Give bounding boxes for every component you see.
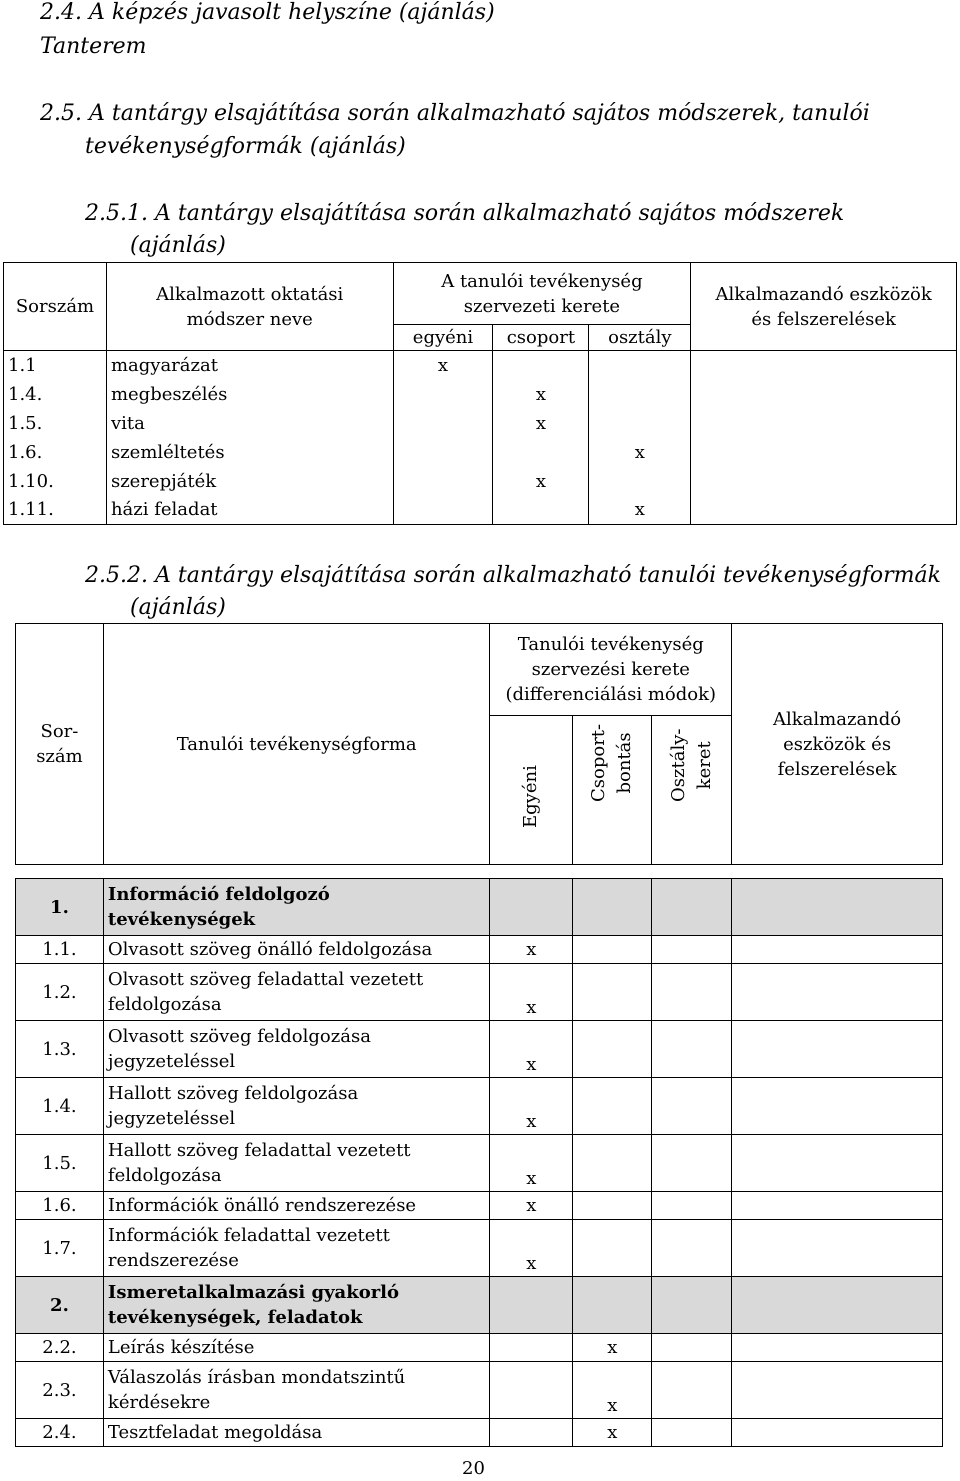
- header-method: [106, 263, 393, 351]
- row-activity-line1: Olvasott szöveg feldolgozása: [107, 1026, 371, 1047]
- heading-2-5-1-num: 2.5.1.: [85, 201, 148, 226]
- table-row: [4, 380, 957, 409]
- row-egyeni: x: [490, 936, 573, 964]
- row-activity-line1: Hallott szöveg feldolgozása: [107, 1083, 359, 1104]
- row-csoport: [573, 1277, 652, 1334]
- row-num: 2.4.: [16, 1419, 104, 1447]
- header-tools: [691, 263, 957, 351]
- row-activity-line2: jegyzeteléssel: [107, 1051, 236, 1072]
- header2-form: Tanulói tevékenységforma: [103, 624, 490, 865]
- row-num: 1.2.: [16, 964, 104, 1021]
- row-num: 1.4.: [4, 380, 107, 409]
- page-number: 20: [462, 1458, 485, 1479]
- header2-frame: [490, 624, 732, 716]
- row-osztaly: [652, 1362, 732, 1419]
- header2-csoport-line2: bontás: [614, 732, 636, 794]
- row-tools: [732, 1220, 943, 1277]
- table-row: [16, 1021, 943, 1078]
- row-egyeni: x: [490, 1135, 573, 1192]
- row-egyeni: [393, 380, 493, 409]
- row-num: 2.2.: [16, 1334, 104, 1362]
- row-tools: [691, 438, 957, 467]
- row-osztaly: [652, 1277, 732, 1334]
- header-tools-line2: és felszerelések: [751, 308, 896, 330]
- row-egyeni: x: [490, 964, 573, 1021]
- row-activity: [103, 1334, 490, 1362]
- table-row: [4, 496, 957, 525]
- row-osztaly: [652, 1334, 732, 1362]
- row-tools: [691, 380, 957, 409]
- row-activity: [103, 1078, 490, 1135]
- row-tools: [732, 1078, 943, 1135]
- table-row: [16, 936, 943, 964]
- table-row: [4, 438, 957, 467]
- row-activity: [103, 1021, 490, 1078]
- heading-2-4-title: A képzés javasolt helyszíne (ajánlás): [88, 0, 495, 25]
- row-activity-line2: jegyzeteléssel: [107, 1108, 236, 1129]
- row-tools: [732, 1277, 943, 1334]
- row-num: 1.7.: [16, 1220, 104, 1277]
- row-tools: [691, 496, 957, 525]
- row-tools: [732, 1362, 943, 1419]
- row-tools: [732, 879, 943, 936]
- row-egyeni: [490, 1277, 573, 1334]
- row-num: 1.1: [4, 351, 107, 380]
- row-egyeni: [490, 1362, 573, 1419]
- gap-cell: [16, 865, 104, 879]
- row-egyeni: [393, 467, 493, 496]
- row-csoport: x: [573, 1419, 652, 1447]
- heading-2-5-2-line2: (ajánlás): [130, 595, 226, 620]
- row-csoport: [573, 879, 652, 936]
- row-num: 1.5.: [4, 409, 107, 438]
- row-csoport: [573, 1192, 652, 1220]
- header-egyeni: egyéni: [393, 325, 493, 351]
- row-num: 1.4.: [16, 1078, 104, 1135]
- row-num: 1.: [16, 879, 104, 936]
- row-osztaly: [652, 936, 732, 964]
- row-method: szemléltetés: [106, 438, 393, 467]
- header2-szam: szám: [36, 746, 83, 767]
- row-csoport: x: [573, 1334, 652, 1362]
- header2-frame-line3: (differenciálási módok): [505, 684, 717, 705]
- row-csoport: [573, 1021, 652, 1078]
- row-csoport: x: [573, 1362, 652, 1419]
- header2-tools-line2: eszközök és: [783, 733, 892, 755]
- header2-tools-line1: Alkalmazandó: [773, 708, 902, 730]
- row-egyeni: x: [490, 1192, 573, 1220]
- row-csoport: [573, 936, 652, 964]
- row-csoport: [573, 1078, 652, 1135]
- row-osztaly: [652, 964, 732, 1021]
- row-method: megbeszélés: [106, 380, 393, 409]
- row-activity: [103, 1135, 490, 1192]
- row-activity: [103, 1362, 490, 1419]
- row-num: 2.3.: [16, 1362, 104, 1419]
- row-egyeni: [490, 1334, 573, 1362]
- row-osztaly: [589, 409, 691, 438]
- table-row: [16, 1334, 943, 1362]
- header-frame: [393, 263, 691, 325]
- row-num: 1.5.: [16, 1135, 104, 1192]
- row-num: 1.6.: [4, 438, 107, 467]
- row-activity: [103, 1192, 490, 1220]
- header-csoport: csoport: [493, 325, 589, 351]
- row-activity-line1: Információ feldolgozó: [107, 884, 330, 905]
- table-row: [16, 1078, 943, 1135]
- row-osztaly: x: [589, 496, 691, 525]
- gap-cell: [732, 865, 943, 879]
- header-method-line1: Alkalmazott oktatási: [156, 283, 344, 305]
- row-activity-line1: Leírás készítése: [107, 1337, 255, 1358]
- row-tools: [691, 351, 957, 380]
- row-egyeni: x: [490, 1021, 573, 1078]
- row-tools: [691, 467, 957, 496]
- section-row: [16, 1277, 943, 1334]
- row-activity: [103, 879, 490, 936]
- row-csoport: [573, 1135, 652, 1192]
- header2-csoport: [573, 716, 652, 865]
- row-activity: [103, 1220, 490, 1277]
- header2-osztaly-line1: Osztály-: [667, 728, 689, 802]
- gap-cell: [652, 865, 732, 879]
- header2-osztaly-text: [666, 729, 718, 802]
- section-row: [16, 879, 943, 936]
- header2-osztaly-line2: keret: [693, 741, 715, 790]
- row-egyeni: x: [393, 351, 493, 380]
- header2-sor: Sor-: [40, 721, 79, 742]
- row-activity-line2: kérdésekre: [107, 1392, 211, 1413]
- row-activity-line1: Hallott szöveg feladattal vezetett: [107, 1140, 411, 1161]
- heading-2-4-value: Tanterem: [40, 34, 147, 59]
- row-activity-line2: rendszerezése: [107, 1250, 239, 1271]
- heading-2-5-2-line1: A tantárgy elsajátítása során alkalmazható tanulói tevékenységformák: [154, 563, 941, 588]
- row-activity-line1: Tesztfeladat megoldása: [107, 1422, 323, 1443]
- header2-csoport-text: [586, 724, 638, 802]
- header-tools-line1: Alkalmazandó eszközök: [715, 283, 932, 305]
- row-egyeni: [490, 879, 573, 936]
- row-activity-line2: tevékenységek: [107, 909, 256, 930]
- row-egyeni: [393, 496, 493, 525]
- header-frame-line1: A tanulói tevékenység: [441, 270, 643, 292]
- row-tools: [732, 1135, 943, 1192]
- header-sorszam: Sorszám: [4, 263, 107, 351]
- row-activity-line1: Információk önálló rendszerezése: [107, 1195, 417, 1216]
- row-num: 1.11.: [4, 496, 107, 525]
- row-csoport: [573, 1220, 652, 1277]
- row-activity: [103, 936, 490, 964]
- row-osztaly: [652, 1192, 732, 1220]
- heading-2-5-2-num: 2.5.2.: [85, 563, 148, 588]
- heading-2-4-num: 2.4.: [40, 0, 82, 25]
- table-row: [16, 1419, 943, 1447]
- table-row: [16, 964, 943, 1021]
- gap-cell: [573, 865, 652, 879]
- row-csoport: [493, 438, 589, 467]
- row-csoport: x: [493, 467, 589, 496]
- header2-tools: [732, 624, 943, 865]
- header2-csoport-line1: Csoport-: [588, 723, 610, 802]
- row-activity: [103, 1419, 490, 1447]
- gap-cell: [103, 865, 490, 879]
- row-tools: [732, 936, 943, 964]
- heading-2-5: [40, 99, 870, 129]
- row-egyeni: x: [490, 1220, 573, 1277]
- row-tools: [732, 964, 943, 1021]
- header-method-line2: módszer neve: [186, 308, 313, 330]
- row-csoport: x: [493, 409, 589, 438]
- table-row: [4, 467, 957, 496]
- row-csoport: [493, 496, 589, 525]
- heading-2-5-line2: tevékenységformák (ajánlás): [85, 134, 406, 159]
- methods-table: [3, 262, 957, 525]
- row-egyeni: [490, 1419, 573, 1447]
- row-tools: [691, 409, 957, 438]
- row-activity-line2: tevékenységek, feladatok: [107, 1307, 363, 1328]
- header2-tools-line3: felszerelések: [777, 758, 897, 780]
- header2-sorszam: [16, 624, 104, 865]
- activity-forms-table: [15, 623, 943, 1447]
- heading-2-5-2: [85, 561, 941, 591]
- table-row: [16, 1135, 943, 1192]
- row-tools: [732, 1419, 943, 1447]
- heading-2-5-1-line1: A tantárgy elsajátítása során alkalmazható sajátos módszerek: [154, 201, 845, 226]
- table-row: [4, 351, 957, 380]
- row-activity-line1: Válaszolás írásban mondatszintű: [107, 1367, 406, 1388]
- heading-2-5-num: 2.5.: [40, 101, 82, 126]
- header-osztaly: osztály: [589, 325, 691, 351]
- heading-2-5-1-line2: (ajánlás): [130, 233, 226, 258]
- heading-2-4: [40, 0, 495, 28]
- row-num: 1.10.: [4, 467, 107, 496]
- row-tools: [732, 1021, 943, 1078]
- header2-osztaly: [652, 716, 732, 865]
- row-activity: [103, 964, 490, 1021]
- heading-2-5-line1: A tantárgy elsajátítása során alkalmazható sajátos módszerek, tanulói: [88, 101, 870, 126]
- table-row: [16, 1220, 943, 1277]
- table-row: [16, 1362, 943, 1419]
- row-activity-line1: Olvasott szöveg önálló feldolgozása: [107, 939, 433, 960]
- header-frame-line2: szervezeti kerete: [463, 295, 621, 317]
- row-osztaly: [589, 351, 691, 380]
- row-csoport: x: [493, 380, 589, 409]
- row-method: magyarázat: [106, 351, 393, 380]
- row-method: vita: [106, 409, 393, 438]
- row-tools: [732, 1192, 943, 1220]
- header2-frame-line2: szervezési kerete: [531, 659, 690, 680]
- row-osztaly: [589, 467, 691, 496]
- row-osztaly: [652, 1220, 732, 1277]
- row-num: 1.3.: [16, 1021, 104, 1078]
- row-activity-line1: Ismeretalkalmazási gyakorló: [107, 1282, 400, 1303]
- header2-egyeni: [490, 716, 573, 865]
- row-num: 1.6.: [16, 1192, 104, 1220]
- row-num: 2.: [16, 1277, 104, 1334]
- row-activity-line1: Olvasott szöveg feladattal vezetett: [107, 969, 424, 990]
- row-activity-line1: Információk feladattal vezetett: [107, 1225, 390, 1246]
- row-num: 1.1.: [16, 936, 104, 964]
- row-activity: [103, 1277, 490, 1334]
- table-row: [16, 1192, 943, 1220]
- table-row: [4, 409, 957, 438]
- row-activity-line2: feldolgozása: [107, 1165, 222, 1186]
- row-csoport: [493, 351, 589, 380]
- heading-2-5-1: [85, 199, 844, 229]
- row-tools: [732, 1334, 943, 1362]
- gap-cell: [490, 865, 573, 879]
- row-method: házi feladat: [106, 496, 393, 525]
- row-activity-line2: feldolgozása: [107, 994, 222, 1015]
- row-osztaly: [589, 380, 691, 409]
- row-osztaly: [652, 1135, 732, 1192]
- row-osztaly: x: [589, 438, 691, 467]
- row-method: szerepjáték: [106, 467, 393, 496]
- row-osztaly: [652, 1419, 732, 1447]
- header2-egyeni-text: Egyéni: [520, 765, 542, 828]
- row-osztaly: [652, 1078, 732, 1135]
- row-osztaly: [652, 879, 732, 936]
- row-osztaly: [652, 1021, 732, 1078]
- header2-frame-line1: Tanulói tevékenység: [517, 634, 704, 655]
- row-egyeni: [393, 409, 493, 438]
- row-egyeni: [393, 438, 493, 467]
- row-csoport: [573, 964, 652, 1021]
- row-egyeni: x: [490, 1078, 573, 1135]
